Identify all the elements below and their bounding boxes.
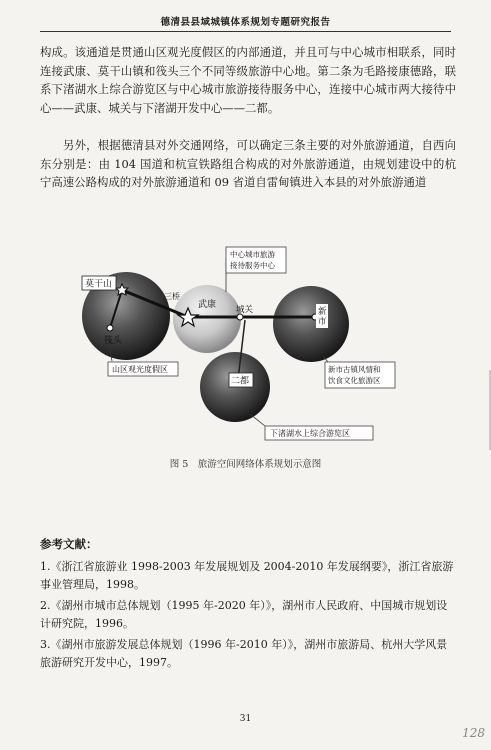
label-wukang: 武康 <box>198 300 217 310</box>
reference-item-1: 1.《浙江省旅游业 1998-2003 年发展规划及 2004-2010 年发展纲要》，浙江省旅游事业管理局，1998。 <box>40 560 454 591</box>
label-xinshi-char1: 新 <box>318 307 327 317</box>
reference-item-3: 3.《湖州市旅游发展总体规划（1996 年-2010 年）》，湖州市旅游局、杭州大学风景旅游研究开发中心，1997。 <box>40 638 448 669</box>
label-chengguan: 城关 <box>236 305 254 315</box>
label-sanqiao: 三桥 <box>164 292 180 301</box>
label-fatou: 筏头 <box>104 336 123 346</box>
tourism-network-diagram <box>70 244 400 444</box>
running-header: 德清县县域城镇体系规划专题研究报告 <box>40 14 451 32</box>
page-number: 31 <box>239 714 252 724</box>
callout-mountain-text: 山区观光度假区 <box>112 365 168 374</box>
references-title: 参考文献： <box>40 537 98 551</box>
callout-center-text: 中心城市旅游 接待服务中心 <box>230 250 275 270</box>
label-xinshi <box>318 306 327 327</box>
reference-item-2: 2.《湖州市城市总体规划（1995 年-2020 年）》，湖州市人民政府、中国城市规划设计研究院，1996。 <box>40 599 448 630</box>
paragraph-1: 构成。该通道是贯通山区观光度假区的内部通道，并且可与中心城市相联系，同时连接武康、莫干山镇和筏头三个不同等级旅游中心地。第二条为毛路接康德路，联系下渚湖水上综合游览区与中心城市旅游接待服务中心，连接中心城市两大接待中心——武康、城关与下渚湖开发中心——二都。 <box>40 45 456 115</box>
fatou-node <box>107 325 113 331</box>
references-list <box>40 558 458 675</box>
handwritten-page-note: 128 <box>462 726 485 740</box>
label-erdu: 二都 <box>231 376 250 387</box>
label-moganshan: 莫干山 <box>85 279 113 290</box>
figure-caption: 图 5 旅游空间网络体系规划示意图 <box>169 459 322 470</box>
paragraph-2: 另外，根据德清县对外交通网络，可以确定三条主要的对外旅游通道，自西向东分别是：由 104 国道和杭宣铁路组合构成的对外旅游通道，由规划建设中的杭宁高速公路构成的对外旅游通道和 09 省道自雷甸镇进入本县的对外旅游通道 <box>40 138 456 189</box>
callout-xinshi-text: 新市古镇风情和 饮食文化旅游区 <box>328 365 381 385</box>
callout-lake-text: 下渚湖水上综合游览区 <box>270 429 350 438</box>
xinshi-zone-sphere <box>273 286 349 362</box>
label-xinshi-char2: 市 <box>318 317 327 327</box>
